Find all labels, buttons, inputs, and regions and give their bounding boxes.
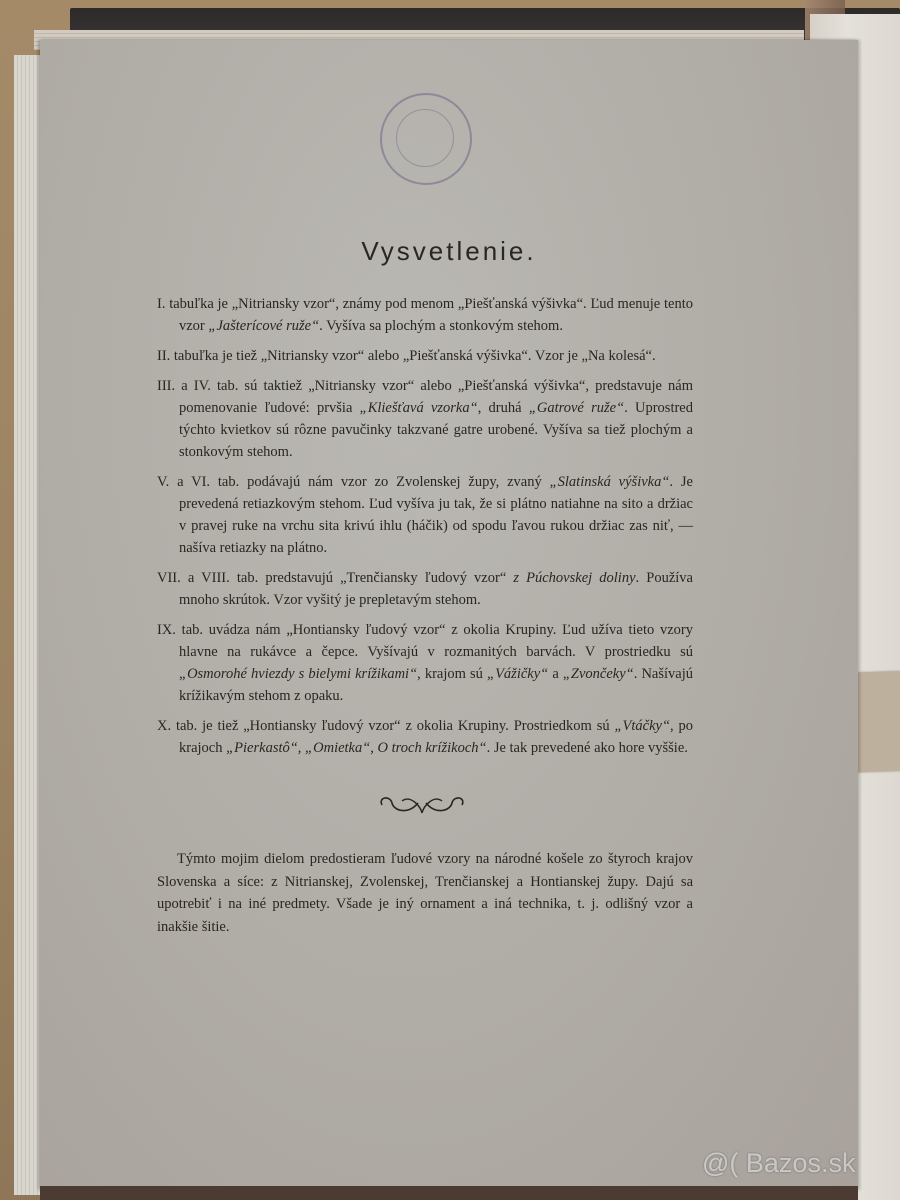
watermark-text: @( Bazos.sk bbox=[702, 1148, 856, 1178]
italic-term: „Vážičky“ bbox=[487, 666, 549, 682]
italic-term: „Zvončeky“ bbox=[562, 666, 634, 682]
entry-text: a bbox=[548, 666, 563, 682]
entry-text: X. tab. je tiež „Hontiansky ľudový vzor“ z okolia Krupiny. Prostriedkom sú bbox=[157, 718, 615, 734]
italic-term: „Pierkastô“, „Omietka“, O troch krížikoch“ bbox=[226, 740, 487, 756]
entry-paragraph bbox=[157, 619, 693, 707]
entry-text: . Našívajú krížikavým stehom z opaku. bbox=[179, 666, 693, 704]
entry-text: III. a IV. tab. sú taktiež „Nitriansky vzor“ alebo „Piešťanská výšivka“, predstavuje nám pomenovanie ľudové: prvšia bbox=[157, 378, 693, 416]
book-bottom-edge bbox=[40, 1186, 858, 1200]
italic-term: z Púchovskej doliny bbox=[513, 570, 636, 586]
page-title: Vysvetlenie. bbox=[361, 236, 537, 266]
entry-text: , po krajoch bbox=[179, 718, 693, 756]
entry-text: . Vyšíva sa plochým a stonkovým stehom. bbox=[319, 318, 563, 334]
entries-list bbox=[157, 293, 693, 767]
entry-text: , krajom sú bbox=[417, 666, 488, 682]
entry-text: VII. a VIII. tab. predstavujú „Trenčiansky ľudový vzor“ bbox=[157, 570, 514, 586]
entry-paragraph bbox=[157, 567, 693, 611]
italic-term: „Osmorohé hviezdy s bielymi krížikami“ bbox=[179, 666, 418, 682]
stamp-icon bbox=[380, 93, 472, 185]
entry-text: . Je tak prevedené ako hore vyššie. bbox=[486, 740, 688, 756]
entry-paragraph bbox=[157, 345, 693, 367]
entry-text: II. tabuľka je tiež „Nitriansky vzor“ alebo „Piešťanská výšivka“. Vzor je „Na kolesá“. bbox=[157, 348, 656, 364]
entry-paragraph bbox=[157, 375, 693, 463]
closing-paragraph: Týmto mojim dielom predostieram ľudové vzory na národné košele zo štyroch krajov Slovenska a síce: z Nitrianskej, Zvolenskej, Trenčianskej a Hontianskej župy. Dajú sa upotrebiť i na iné predmety. Všade je iný ornament a iná technika, t. j. odlišný vzor a inakšie šitie. bbox=[157, 851, 693, 935]
italic-term: „Jašterícové ruže“ bbox=[208, 318, 320, 334]
entry-paragraph bbox=[157, 471, 693, 559]
entry-text: IX. tab. uvádza nám „Hontiansky ľudový vzor“ z okolia Krupiny. Ľud užíva tieto vzory hlavne na rukávce a čepce. Vyšívajú v rozmanitých barvách. V prostriedku sú bbox=[157, 622, 693, 660]
italic-term: „Vtáčky“ bbox=[614, 718, 671, 734]
document-page bbox=[40, 40, 858, 1190]
entry-paragraph bbox=[157, 715, 693, 759]
ornament-icon bbox=[372, 791, 472, 821]
entry-paragraph bbox=[157, 293, 693, 337]
italic-term: „Gatrové ruže“ bbox=[528, 400, 625, 416]
entry-text: . Uprostred týchto kvietkov sú rôzne pavučinky takzvané gatre urobené. Vyšíva sa tiež plochým a stonkovým stehom. bbox=[179, 400, 693, 460]
entry-text: . Používa mnoho skrútok. Vzor vyšitý je prepletavým stehom. bbox=[179, 570, 693, 608]
entry-text: , druhá bbox=[477, 400, 529, 416]
italic-term: „Kliešťavá vzorka“ bbox=[359, 400, 478, 416]
italic-term: „Slatinská výšivka“ bbox=[549, 474, 670, 490]
entry-text: I. tabuľka je „Nitriansky vzor“, známy pod menom „Piešťanská výšivka“. Ľud menuje tento vzor bbox=[157, 296, 693, 334]
entry-text: . Je prevedená retiazkovým stehom. Ľud vyšíva ju tak, že si plátno natiahne na sito a držiac v pravej ruke na vrchu sita krivú ihlu (háčik) od spodu ľavou rukou držiac zas niť, — našíva retiazky na plátno. bbox=[179, 474, 693, 556]
entry-text: V. a VI. tab. podávajú nám vzor zo Zvolenskej župy, zvaný bbox=[157, 474, 550, 490]
